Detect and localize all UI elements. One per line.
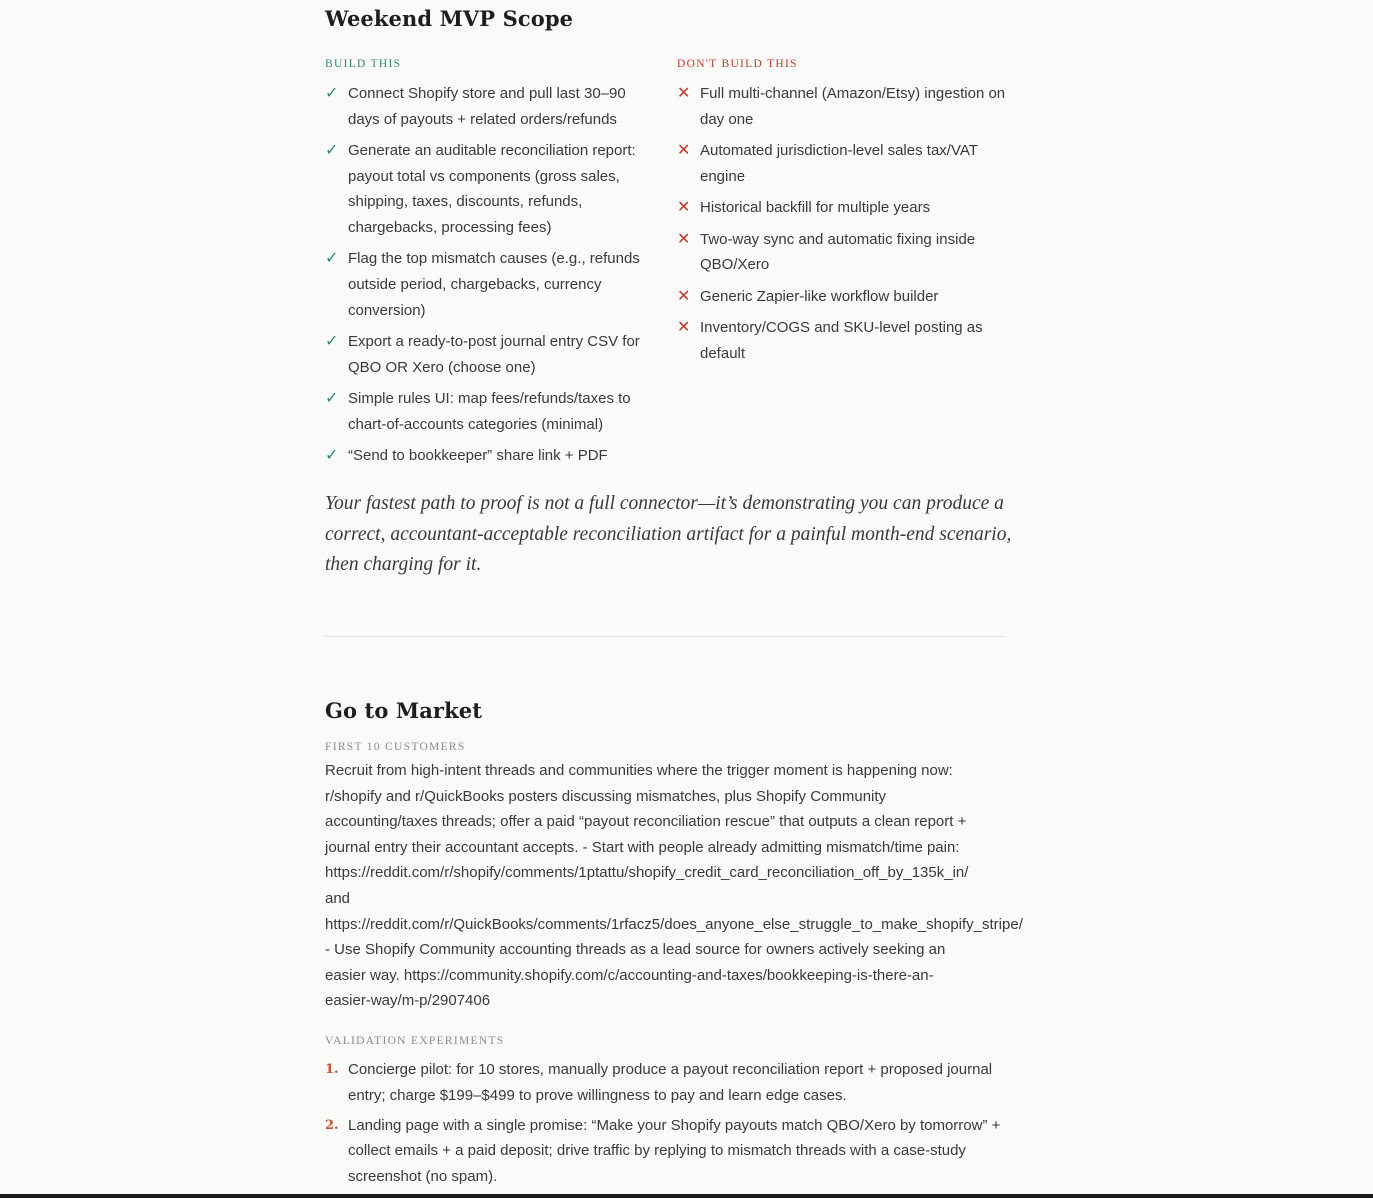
mvp-section [325,6,1015,575]
cross-icon: ✕ [677,142,691,160]
experiment-item: 1. Concierge pilot: for 10 stores, manually produce a payout reconciliation report + proposed journal entry; charge $199–$499 to prove willingness to pay and learn edge cases. [325,1057,1015,1108]
cross-icon: ✕ [677,85,691,102]
validation-label: VALIDATION EXPERIMENTS [325,1034,505,1047]
first-customers-label: FIRST 10 CUSTOMERS [325,741,466,753]
check-icon: ✓ [325,250,339,268]
section-divider [325,636,1005,637]
dont-label: DON'T BUILD THIS [677,58,798,70]
experiment-number: 1. [325,1061,339,1077]
dont-item: ✕ Inventory/COGS and SKU-level posting as default [677,315,1007,366]
cross-icon: ✕ [677,287,691,305]
dont-item: ✕ Historical backfill for multiple years [677,195,1007,221]
text-line: easier way. https://community.shopify.com/c/accounting-and-taxes/bookkeeping-is-there-an- [325,966,934,984]
build-item: ✓ “Send to bookkeeper” share link + PDF [325,443,660,469]
dont-list [677,81,1007,366]
check-icon: ✓ [325,142,339,160]
dont-item: ✕ Two-way sync and automatic fixing inside QBO/Xero [677,227,1007,278]
build-column [325,58,660,475]
gtm-section [325,698,1023,1194]
check-icon: ✓ [325,390,339,408]
check-icon: ✓ [325,333,339,351]
first-customers-text [325,758,1055,1014]
experiments-list [325,1057,1015,1189]
cross-icon: ✕ [677,230,691,248]
dont-item: ✕ Generic Zapier-like workflow builder [677,284,1007,310]
text-line: - Use Shopify Community accounting threads as a lead source for owners actively seeking an [325,941,946,959]
experiment-item: 2. Landing page with a single promise: “Make your Shopify payouts match QBO/Xero by tomorrow” + collect emails + a paid deposit; drive traffic by replying to mismatch threads with a case-study screenshot (no spam). [325,1113,1015,1190]
text-line: r/shopify and r/QuickBooks posters discussing mismatches, plus Shopify Community [325,787,887,805]
dont-item: ✕ Full multi-channel (Amazon/Etsy) ingestion on day one [677,81,1007,132]
dont-column [677,58,1007,372]
check-icon: ✓ [325,85,339,102]
build-item: ✓ Simple rules UI: map fees/refunds/taxes to chart-of-accounts categories (minimal) [325,386,660,437]
text-line: https://reddit.com/r/shopify/comments/1ptattu/shopify_credit_card_reconciliation_off_by_135k_in/ [325,864,969,882]
build-label: BUILD THIS [325,58,402,70]
cross-icon: ✕ [677,319,691,337]
build-item: ✓ Flag the top mismatch causes (e.g., refunds outside period, chargebacks, currency conversion) [325,246,660,323]
experiment-number: 2. [325,1117,339,1133]
mvp-title: Weekend MVP Scope [325,6,574,31]
text-line: https://reddit.com/r/QuickBooks/comments/1rfacz5/does_anyone_else_struggle_to_make_shopify_stripe/ [325,915,1023,933]
summary-quote: Your fastest path to proof is not a full connector—it’s demonstrating you can produce a correct, accountant-acceptable reconciliation artifact for a painful month-end scenario, then charging for it. [325,493,1012,575]
text-line: easier-way/m-p/2907406 [325,992,491,1010]
dont-item: ✕ Automated jurisdiction-level sales tax/VAT engine [677,138,1007,189]
build-item: ✓ Generate an auditable reconciliation report: payout total vs components (gross sales, shipping, taxes, discounts, refunds, chargebacks, processing fees) [325,138,660,240]
text-line: and [325,889,351,907]
cross-icon: ✕ [677,199,691,217]
build-list [325,81,660,469]
text-line: Recruit from high-intent threads and communities where the trigger moment is happening now: [325,762,953,779]
text-line: accounting/taxes threads; offer a paid “payout reconciliation rescue” that outputs a clean report + [325,813,967,831]
text-line: journal entry their accountant accepts. - Start with people already admitting mismatch/time pain: [325,838,960,856]
gtm-title: Go to Market [325,698,482,723]
build-item: ✓ Connect Shopify store and pull last 30–90 days of payouts + related orders/refunds [325,81,660,132]
build-item: ✓ Export a ready-to-post journal entry CSV for QBO OR Xero (choose one) [325,329,660,380]
check-icon: ✓ [325,447,339,465]
bottom-edge [0,1194,1373,1198]
